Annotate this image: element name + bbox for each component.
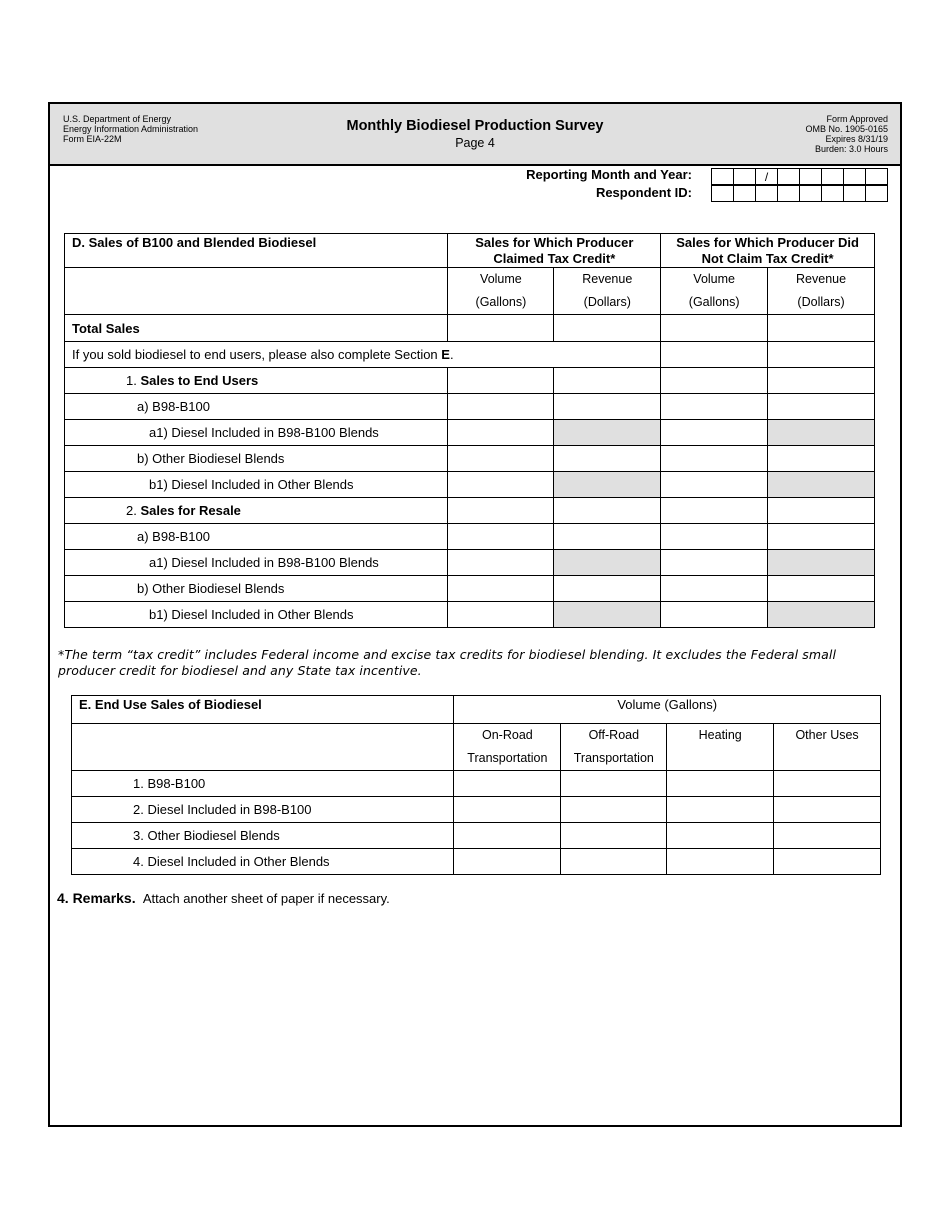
row-title: Sales to End Users: [140, 373, 259, 388]
row-label: b) Other Biodiesel Blends: [65, 576, 448, 602]
row-number: 2.: [126, 503, 141, 518]
shaded-cell: [768, 420, 875, 446]
remarks-instructions: Attach another sheet of paper if necessary.: [142, 891, 390, 906]
input-cell[interactable]: [661, 576, 768, 602]
agency-line: Form EIA-22M: [63, 134, 122, 144]
approval-block: [805, 114, 888, 154]
input-cell[interactable]: [454, 771, 561, 797]
row-label: a) B98-B100: [65, 524, 448, 550]
input-cell[interactable]: [661, 498, 768, 524]
page-number: Page 4: [455, 136, 495, 150]
row-label: 1. B98-B100: [72, 771, 454, 797]
end-user-note-end: .: [449, 347, 454, 362]
input-cell[interactable]: [448, 446, 554, 472]
input-cell[interactable]: [561, 797, 667, 823]
row-label: [65, 498, 448, 524]
id-box[interactable]: [844, 186, 866, 202]
gallons-label: (Gallons): [688, 295, 740, 309]
dollars-label: (Dollars): [797, 295, 845, 309]
input-cell[interactable]: [448, 576, 554, 602]
volume-label: Volume: [693, 272, 735, 286]
agency-line: U.S. Department of Energy: [63, 114, 172, 124]
shaded-cell: [768, 550, 875, 576]
input-cell[interactable]: [448, 602, 554, 628]
input-cell[interactable]: [768, 576, 875, 602]
input-cell[interactable]: [554, 368, 661, 394]
input-cell[interactable]: [667, 849, 774, 875]
row-title: Sales for Resale: [140, 503, 241, 518]
dollars-label: (Dollars): [583, 295, 631, 309]
row-label: [65, 368, 448, 394]
id-box[interactable]: [712, 186, 734, 202]
input-cell[interactable]: [768, 498, 875, 524]
approval-line: Form Approved: [826, 114, 888, 124]
row-label: b1) Diesel Included in Other Blends: [65, 602, 448, 628]
id-box[interactable]: [866, 186, 888, 202]
date-box[interactable]: [866, 169, 888, 185]
revenue-label: Revenue: [796, 272, 847, 286]
blank-cell: [72, 724, 454, 771]
input-cell[interactable]: [448, 315, 554, 342]
shaded-cell: [554, 472, 661, 498]
row-label: b) Other Biodiesel Blends: [65, 446, 448, 472]
input-cell[interactable]: [554, 576, 661, 602]
shaded-cell: [768, 602, 875, 628]
reporting-month-label: Reporting Month and Year:: [526, 167, 692, 182]
input-cell[interactable]: [667, 823, 774, 849]
volume-gallons-header: [661, 268, 768, 315]
input-cell[interactable]: [554, 315, 661, 342]
section-e-title: E. End Use Sales of Biodiesel: [72, 696, 454, 724]
date-box[interactable]: [778, 169, 800, 185]
input-cell[interactable]: [768, 342, 875, 368]
input-cell[interactable]: [448, 420, 554, 446]
input-cell[interactable]: [448, 550, 554, 576]
input-cell[interactable]: [448, 524, 554, 550]
input-cell[interactable]: [768, 315, 875, 342]
on-road-header: [454, 724, 561, 771]
approval-line: Expires 8/31/19: [825, 134, 888, 144]
input-cell[interactable]: [774, 797, 881, 823]
id-box[interactable]: [756, 186, 778, 202]
input-cell[interactable]: [667, 797, 774, 823]
input-cell[interactable]: [661, 602, 768, 628]
input-cell[interactable]: [448, 472, 554, 498]
tax-credit-footnote: *The term “tax credit” includes Federal income and excise tax credits for biodiesel blending. It excludes the Federal small producer credit for biodiesel and any State tax incentive.: [58, 647, 837, 678]
input-cell[interactable]: [661, 550, 768, 576]
approval-line: OMB No. 1905-0165: [805, 124, 888, 134]
date-box[interactable]: [734, 169, 756, 185]
input-cell[interactable]: [448, 498, 554, 524]
title-block: [50, 118, 900, 150]
transportation-label: Transportation: [467, 751, 548, 765]
approval-line: Burden: 3.0 Hours: [814, 144, 888, 154]
form-title: Monthly Biodiesel Production Survey: [346, 118, 604, 134]
input-cell[interactable]: [667, 771, 774, 797]
form-header: [50, 104, 900, 166]
off-road-header: [561, 724, 667, 771]
input-cell[interactable]: [561, 849, 667, 875]
on-road-label: On-Road: [482, 728, 533, 742]
input-cell[interactable]: [661, 446, 768, 472]
input-cell[interactable]: [768, 446, 875, 472]
input-cell[interactable]: [661, 524, 768, 550]
reporting-month-boxes[interactable]: [711, 168, 888, 185]
input-cell[interactable]: [561, 823, 667, 849]
date-separator: /: [756, 169, 778, 185]
input-cell[interactable]: [661, 420, 768, 446]
form-page: [48, 102, 902, 1127]
end-user-note: [65, 342, 661, 368]
blank-cell: [65, 268, 448, 315]
input-cell[interactable]: [774, 849, 881, 875]
end-user-note-text: If you sold biodiesel to end users, please also complete Section: [72, 347, 442, 362]
input-cell[interactable]: [448, 368, 554, 394]
input-cell[interactable]: [768, 368, 875, 394]
id-box[interactable]: [778, 186, 800, 202]
transportation-label: Transportation: [573, 751, 654, 765]
shaded-cell: [554, 602, 661, 628]
date-box[interactable]: [800, 169, 822, 185]
shaded-cell: [554, 550, 661, 576]
input-cell[interactable]: [661, 342, 768, 368]
input-cell[interactable]: [768, 394, 875, 420]
row-number: 1.: [126, 373, 141, 388]
input-cell[interactable]: [554, 524, 661, 550]
input-cell[interactable]: [561, 771, 667, 797]
section-d-title: D. Sales of B100 and Blended Biodiesel: [65, 234, 448, 268]
remarks-section: [57, 890, 390, 906]
date-box[interactable]: [712, 169, 734, 185]
input-cell[interactable]: [661, 368, 768, 394]
date-box[interactable]: [822, 169, 844, 185]
heating-header: Heating: [667, 724, 774, 771]
section-e-table: [71, 695, 881, 875]
input-cell[interactable]: [661, 315, 768, 342]
volume-label: Volume: [480, 272, 522, 286]
shaded-cell: [768, 472, 875, 498]
respondent-id-boxes[interactable]: [711, 185, 888, 202]
input-cell[interactable]: [554, 446, 661, 472]
row-label: 3. Other Biodiesel Blends: [72, 823, 454, 849]
row-label: a1) Diesel Included in B98-B100 Blends: [65, 420, 448, 446]
row-label: a1) Diesel Included in B98-B100 Blends: [65, 550, 448, 576]
revenue-dollars-header: [768, 268, 875, 315]
input-cell[interactable]: [448, 394, 554, 420]
input-cell[interactable]: [661, 394, 768, 420]
id-box[interactable]: [800, 186, 822, 202]
total-sales-label: Total Sales: [65, 315, 448, 342]
id-box[interactable]: [822, 186, 844, 202]
input-cell[interactable]: [768, 524, 875, 550]
row-label: 4. Diesel Included in Other Blends: [72, 849, 454, 875]
id-box[interactable]: [734, 186, 756, 202]
claimed-credit-header: Sales for Which Producer Claimed Tax Credit*: [448, 234, 661, 268]
input-cell[interactable]: [554, 394, 661, 420]
off-road-label: Off-Road: [588, 728, 640, 742]
input-cell[interactable]: [554, 498, 661, 524]
section-d-table: [64, 233, 875, 628]
input-cell[interactable]: [774, 771, 881, 797]
input-cell[interactable]: [454, 823, 561, 849]
respondent-id-label: Respondent ID:: [595, 185, 692, 200]
gallons-label: (Gallons): [475, 295, 527, 309]
date-box[interactable]: [844, 169, 866, 185]
input-cell[interactable]: [661, 472, 768, 498]
revenue-dollars-header: [554, 268, 661, 315]
agency-line: Energy Information Administration: [63, 124, 199, 134]
row-label: 2. Diesel Included in B98-B100: [72, 797, 454, 823]
row-label: a) B98-B100: [65, 394, 448, 420]
revenue-label: Revenue: [582, 272, 633, 286]
input-cell[interactable]: [454, 849, 561, 875]
row-label: b1) Diesel Included in Other Blends: [65, 472, 448, 498]
other-uses-header: Other Uses: [774, 724, 881, 771]
input-cell[interactable]: [774, 823, 881, 849]
input-cell[interactable]: [454, 797, 561, 823]
volume-gallons-header: [448, 268, 554, 315]
shaded-cell: [554, 420, 661, 446]
not-claimed-credit-header: Sales for Which Producer Did Not Claim Tax Credit*: [661, 234, 875, 268]
end-user-note-section: E: [441, 347, 450, 362]
volume-gallons-group-header: Volume (Gallons): [454, 696, 881, 724]
remarks-title: 4. Remarks.: [57, 890, 136, 906]
